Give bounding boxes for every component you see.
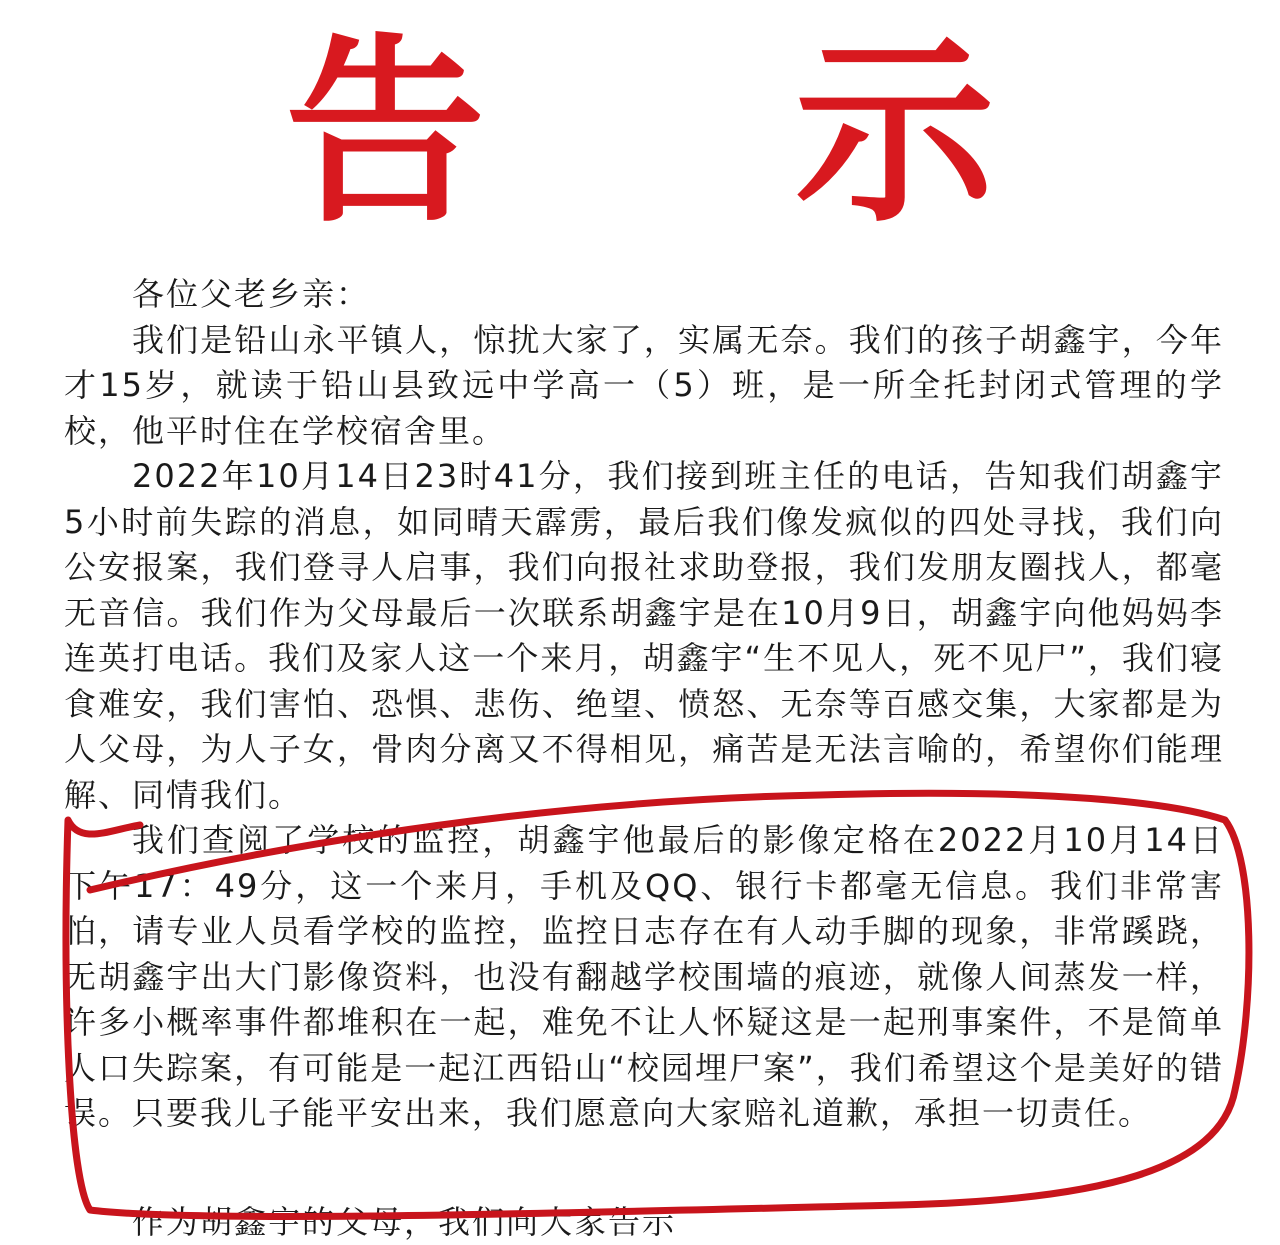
paragraph-1: 我们是铅山永平镇人，惊扰大家了，实属无奈。我们的孩子胡鑫宇，今年才15岁，就读于铅山县致远中学高一（5）班，是一所全托封闭式管理的学校，他平时住在学校宿舍里。 xyxy=(64,320,1224,450)
cutoff-line: 作为胡鑫宇的父母，我们向大家告示 xyxy=(132,1203,677,1241)
greeting-line: 各位父老乡亲： xyxy=(132,275,371,313)
paragraph-3: 我们查阅了学校的监控，胡鑫宇他最后的影像定格在2022月10月14日下午17：49分，这一个来月，手机及QQ、银行卡都毫无信息。我们非常害怕，请专业人员看学校的监控，监控日志存在有人动手脚的现象，非常蹊跷，无胡鑫宇出大门影像资料，也没有翻越学校围墙的痕迹，就像人间蒸发一样，许多小概率事件都堆积在一起，难免不让人怀疑这是一起刑事案件，不是简单人口失踪案，有可能是一起江西铅山“校园埋尸案”，我们希望这个是美好的错误。只要我儿子能平安出来，我们愿意向大家赔礼道歉，承担一切责任。 xyxy=(64,821,1224,1132)
notice-body xyxy=(64,272,1224,1137)
notice-title: 告 示 xyxy=(285,15,1115,250)
paragraph-2: 2022年10月14日23时41分，我们接到班主任的电话，告知我们胡鑫宇5小时前失踪的消息，如同晴天霹雳，最后我们像发疯似的四处寻找，我们向公安报案，我们登寻人启事，我们向报社求助登报，我们发朋友圈找人，都毫无音信。我们作为父母最后一次联系胡鑫宇是在10月9日，胡鑫宇向他妈妈李连英打电话。我们及家人这一个来月，胡鑫宇“生不见人，死不见尸”，我们寝食难安，我们害怕、恐惧、悲伤、绝望、愤怒、无奈等百感交集，大家都是为人父母，为人子女，骨肉分离又不得相见，痛苦是无法言喻的，希望你们能理解、同情我们。 xyxy=(64,457,1224,814)
